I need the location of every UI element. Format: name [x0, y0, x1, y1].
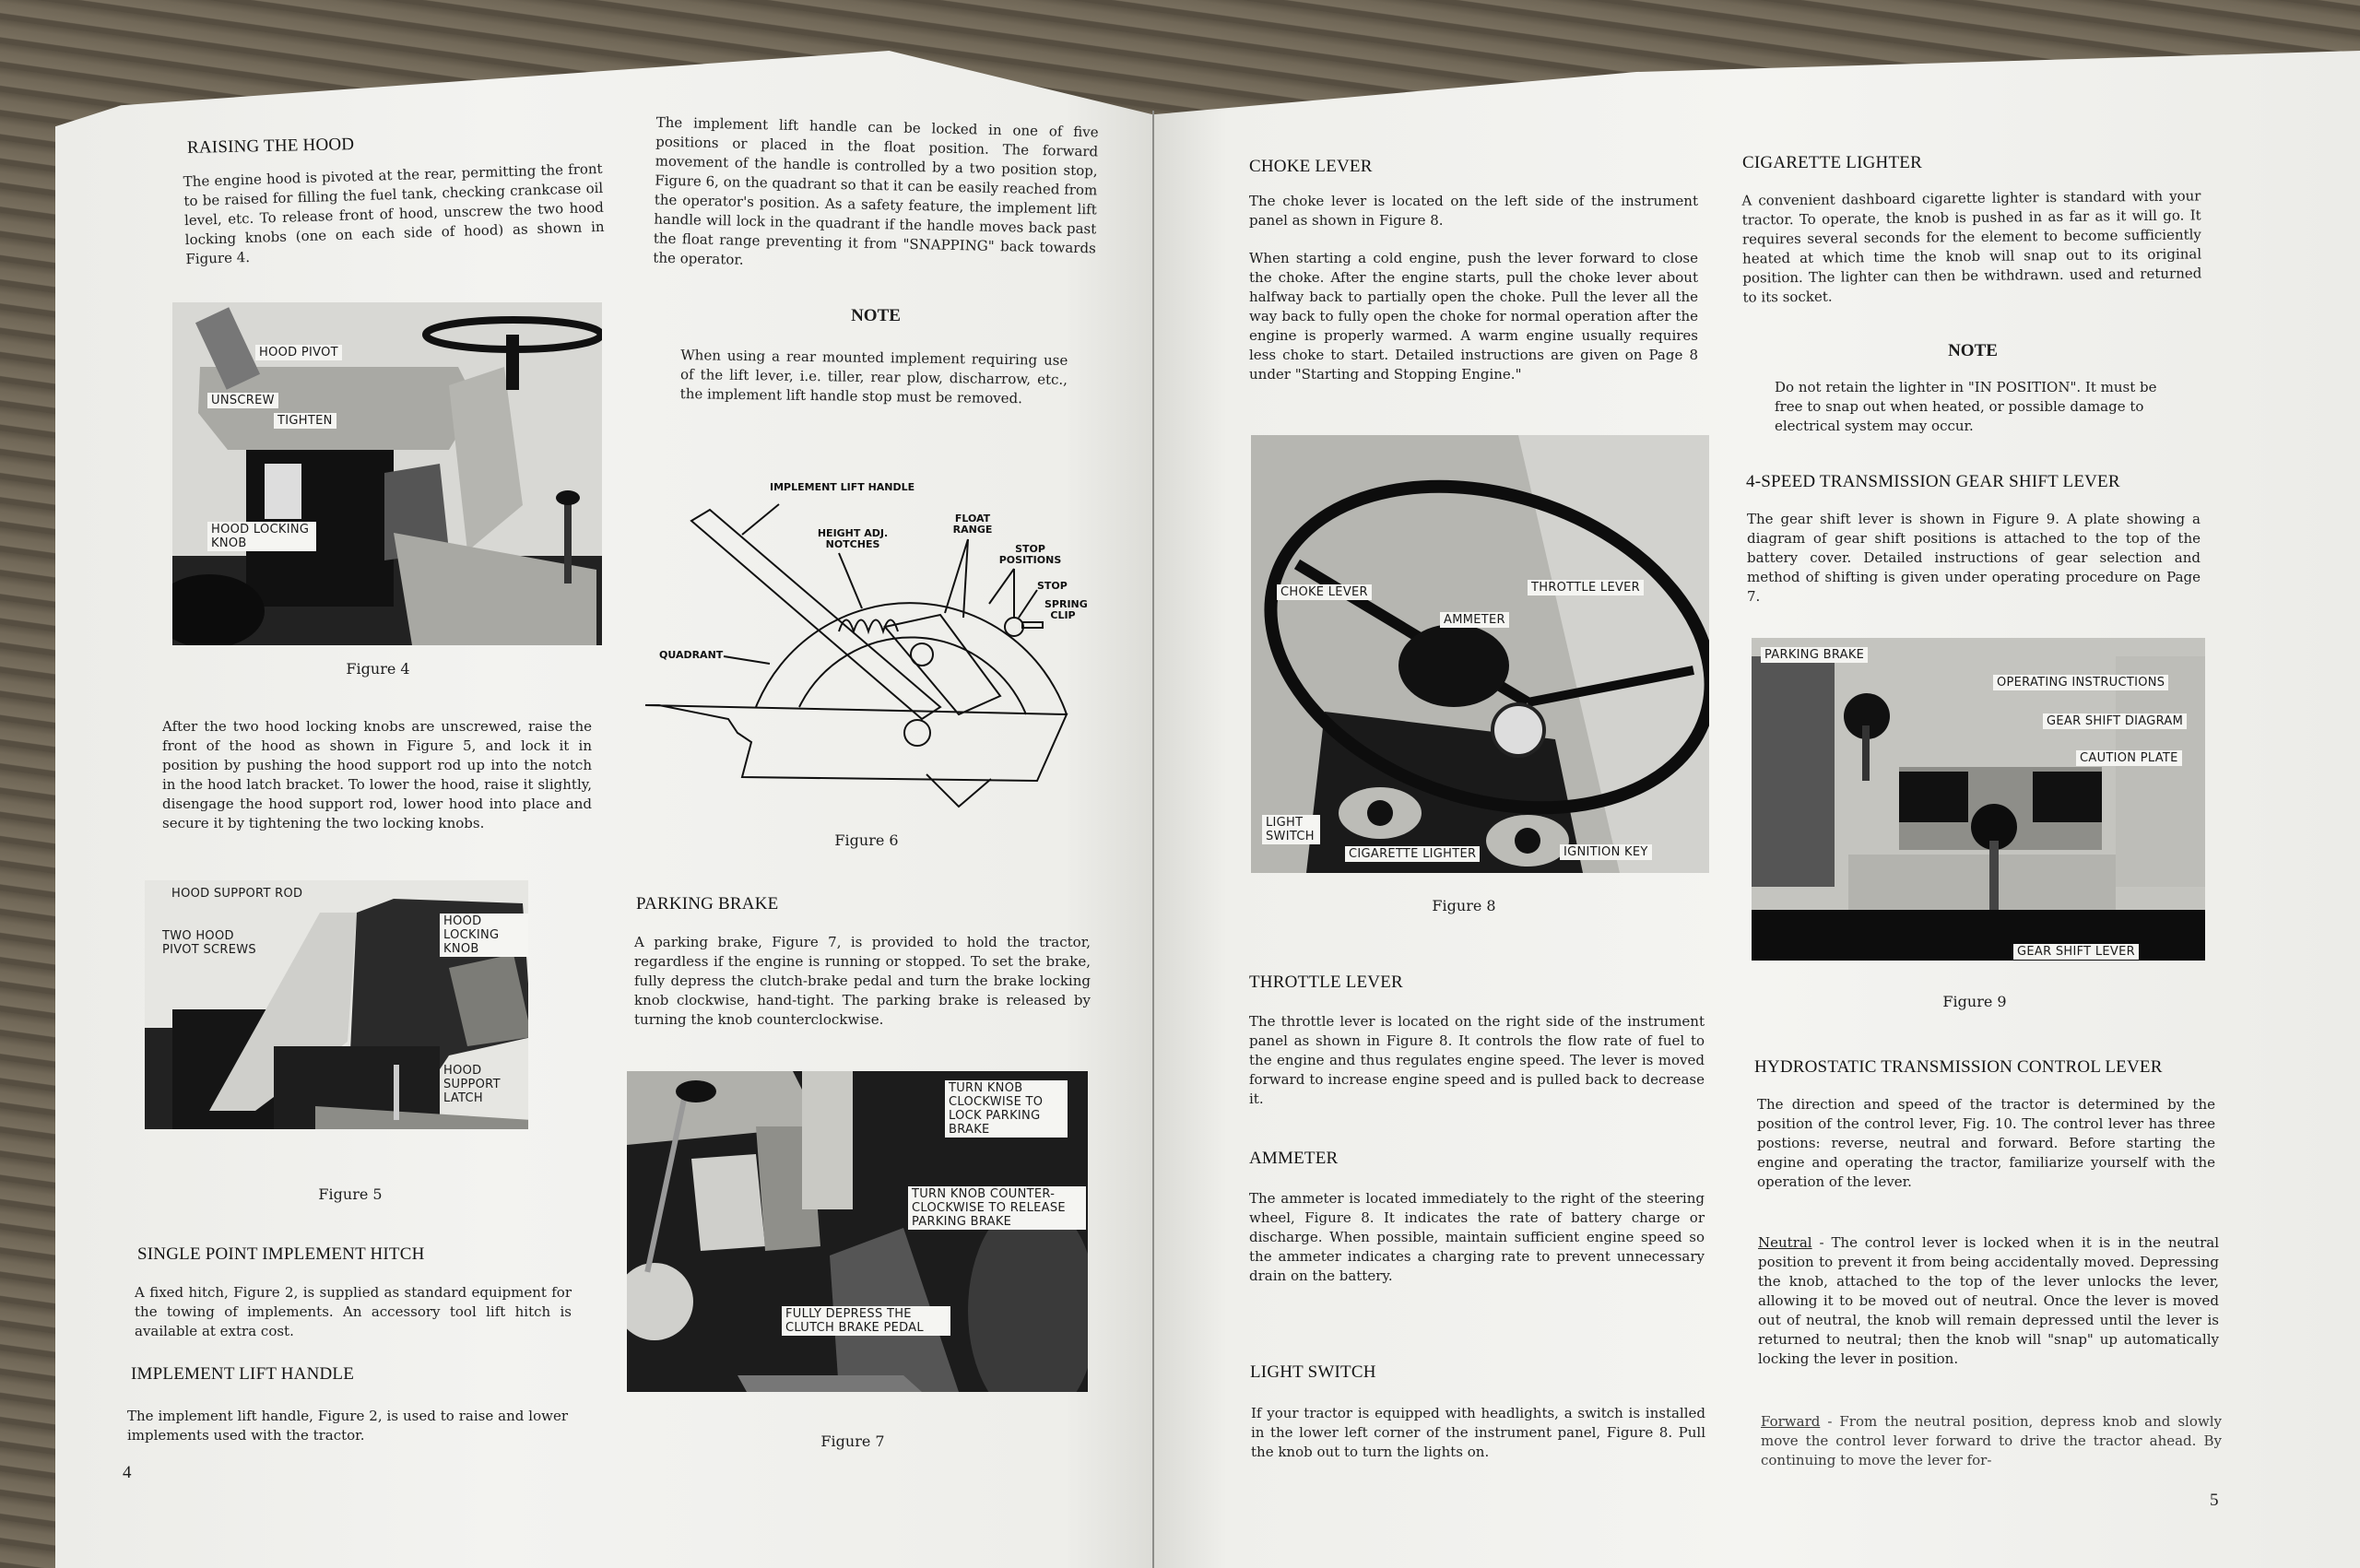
note-1-heading: NOTE	[851, 306, 901, 325]
figure-5-photo	[145, 880, 528, 1129]
gear-shift-text: The gear shift lever is shown in Figure 9. A plate showing a diagram of gear shift positions is attached to the top of the battery cover. Detailed instructions of gear selection and method of shifting is given under operating procedure on Page 7.	[1747, 511, 2201, 605]
ammeter-text: The ammeter is located immediately to the right of the steering wheel, Figure 8. It indicates the rate of battery charge or discharge. When possible, maintain sufficient engine speed so the ammeter indicates a charging rate to prevent unnecessary drain on the battery.	[1249, 1190, 1705, 1284]
neutral-text: - The control lever is locked when it is in the neutral position to prevent it from being accidentally moved. Depressing the knob, attached to the top of the lever unlocks the lever, allowing it to be moved out of neutral. Once the lever is moved out of neutral, the knob will remain depressed until the lever is returned to neutral; then the knob will "snap" up automatically locking the lever in position.	[1758, 1234, 2219, 1367]
after-unscrewed-text: After the two hood locking knobs are unscrewed, raise the front of the hood as shown in Figure 5, and lock it in position by pushing the hood support rod up into the notch in the hood latch bracket. To lower the hood, raise it slightly, disengage the hood support rod, lower hood into place and secure it by tightening the two locking knobs.	[162, 718, 592, 831]
figure-4-photo	[172, 302, 602, 645]
fig9-label-gear-shift-lever: GEAR SHIFT LEVER	[2013, 944, 2139, 960]
fig9-label-caution-plate: CAUTION PLATE	[2076, 750, 2182, 766]
neutral-term: Neutral	[1758, 1234, 1812, 1251]
fig8-label-choke-lever: CHOKE LEVER	[1277, 584, 1372, 600]
fig5-label-hood-locking-knob: HOOD LOCKING KNOB	[440, 914, 528, 957]
fig5-label-two-hood-pivot-screws: TWO HOOD PIVOT SCREWS	[162, 929, 256, 957]
fig8-label-ignition-key: IGNITION KEY	[1560, 844, 1652, 860]
raising-hood-heading: RAISING THE HOOD	[186, 135, 355, 158]
fig5-label-hood-support-latch: HOOD SUPPORT LATCH	[443, 1064, 501, 1105]
forward-term: Forward	[1761, 1413, 1821, 1430]
hitch-text: A fixed hitch, Figure 2, is supplied as standard equipment for the towing of implements. An accessory tool lift hitch is available at extra cost.	[135, 1284, 572, 1339]
fig6-label-spring-clip: SPRING CLIP	[1044, 598, 1088, 621]
fig9-label-gear-shift-diagram: GEAR SHIFT DIAGRAM	[2043, 713, 2187, 729]
fig6-label-quadrant: QUADRANT	[659, 649, 724, 661]
figure-9-caption: Figure 9	[1942, 993, 2007, 1010]
fig6-label-height-adj-notches: HEIGHT ADJ. NOTCHES	[817, 527, 889, 550]
hydrostatic-heading: HYDROSTATIC TRANSMISSION CONTROL LEVER	[1754, 1057, 2163, 1077]
page-number-right: 5	[2210, 1491, 2219, 1510]
fig6-label-stop-positions: STOP POSITIONS	[998, 543, 1062, 566]
page-number-left: 4	[123, 1463, 132, 1482]
note-1-text: When using a rear mounted implement requiring use of the lift lever, i.e. tiller, rear plow, discharrow, etc., the implement lift handle stop must be removed.	[679, 347, 1068, 407]
figure-7-photo	[627, 1071, 1088, 1392]
raising-hood-text: The engine hood is pivoted at the rear, permitting the front to be raised for filling the fuel tank, checking crankcase oil level, etc. To release front of hood, unscrew the two hood locking knobs (one on each side of hood) as shown in Figure 4.	[183, 159, 605, 268]
figure-4-caption: Figure 4	[346, 660, 410, 678]
figure-7-caption: Figure 7	[820, 1432, 885, 1450]
figure-6-drawing	[641, 466, 1088, 816]
fig8-label-cigarette-lighter: CIGARETTE LIGHTER	[1345, 846, 1480, 862]
lift-handle-heading: IMPLEMENT LIFT HANDLE	[131, 1364, 355, 1384]
fig6-label-stop: STOP	[1037, 580, 1068, 592]
hitch-heading: SINGLE POINT IMPLEMENT HITCH	[137, 1244, 425, 1264]
figure-8-illustration	[1251, 435, 1709, 873]
fig4-label-tighten: TIGHTEN	[274, 413, 336, 429]
fig6-label-implement-lift-handle: IMPLEMENT LIFT HANDLE	[770, 481, 915, 493]
throttle-text: The throttle lever is located on the right side of the instrument panel as shown in Figure 8. It controls the flow rate of fuel to the engine and thus regulates engine speed. The lever is moved forward to increase engine speed and is pulled back to decrease it.	[1249, 1013, 1705, 1107]
fig5-label-hood-support-rod: HOOD SUPPORT ROD	[171, 887, 303, 901]
fig8-label-throttle-lever: THROTTLE LEVER	[1528, 580, 1644, 595]
fig4-label-hood-locking-knob: HOOD LOCKING KNOB	[207, 522, 316, 551]
cigarette-lighter-text: A convenient dashboard cigarette lighter is standard with your tractor. To operate, the knob is pushed in as far as it will go. It requires several seconds for the element to become sufficiently heated at which time the knob will snap out to its original position. The lighter can then be withdrawn. used and returned to its socket.	[1741, 187, 2202, 306]
fig7-label-turn-counter-clockwise: TURN KNOB COUNTER- CLOCKWISE TO RELEASE PARKING BRAKE	[908, 1186, 1086, 1230]
fig8-label-ammeter: AMMETER	[1440, 612, 1509, 628]
ammeter-heading: AMMETER	[1249, 1149, 1339, 1168]
neutral-paragraph	[1758, 1233, 2219, 1369]
figure-9-photo	[1752, 638, 2205, 961]
fig6-label-float-range: FLOAT RANGE	[952, 513, 993, 536]
figure-5-caption: Figure 5	[318, 1185, 383, 1203]
figure-8-caption: Figure 8	[1432, 897, 1496, 914]
note-2-heading: NOTE	[1948, 341, 1998, 360]
book-gutter	[1152, 111, 1154, 1568]
lift-handle-continued-text: The implement lift handle can be locked in one of five positions or placed in the float position. The forward movement of the handle is controlled by a two position stop, Figure 6, on the quadrant so that it can be easily reached from the operator's position. As a safety feature, the implement lift handle will lock in the quadrant if the handle moves back past the float range preventing it from "SNAPPING" back towards the operator.	[653, 113, 1099, 268]
figure-8-photo	[1251, 435, 1709, 873]
figure-6-caption: Figure 6	[834, 831, 899, 849]
fig9-label-operating-instructions: OPERATING INSTRUCTIONS	[1993, 675, 2168, 690]
forward-paragraph	[1761, 1412, 2222, 1470]
hydrostatic-text: The direction and speed of the tractor is determined by the position of the control lever, Fig. 10. The control lever has three postions: reverse, neutral and forward. Before starting the engine and operating the tractor, familiarize yourself with the operation of the lever.	[1757, 1096, 2215, 1190]
lift-handle-text: The implement lift handle, Figure 2, is used to raise and lower implements used with the tractor.	[127, 1408, 568, 1444]
fig9-label-parking-brake: PARKING BRAKE	[1761, 647, 1868, 663]
forward-text: - From the neutral position, depress knob and slowly move the control lever forward to drive the tractor ahead. By continuing to move the lever for-	[1761, 1413, 2222, 1468]
note-2-text: Do not retain the lighter in "IN POSITION". It must be free to snap out when heated, or possible damage to electrical system may occur.	[1775, 379, 2157, 434]
figure-4-illustration	[172, 302, 602, 645]
choke-heading: CHOKE LEVER	[1249, 157, 1373, 176]
fig4-label-unscrew: UNSCREW	[207, 393, 278, 408]
fig4-label-hood-pivot: HOOD PIVOT	[255, 345, 342, 360]
cigarette-lighter-heading: CIGARETTE LIGHTER	[1742, 153, 1922, 172]
choke-text-1: The choke lever is located on the left side of the instrument panel as shown in Figure 8.	[1249, 193, 1698, 229]
fig7-label-depress-pedal: FULLY DEPRESS THE CLUTCH BRAKE PEDAL	[782, 1306, 950, 1336]
fig8-label-light-switch: LIGHT SWITCH	[1262, 815, 1320, 844]
gear-shift-heading: 4-SPEED TRANSMISSION GEAR SHIFT LEVER	[1746, 472, 2120, 491]
choke-text-2: When starting a cold engine, push the lever forward to close the choke. After the engine starts, pull the choke lever about halfway back to partially open the choke. Pull the lever all the way back to fully open the choke for normal operation after the engine is properly warmed. A warm engine usually requires less choke to start. Detailed instructions are given on Page 8 under "Starting and Stopping Engine."	[1249, 250, 1698, 383]
figure-6-diagram	[641, 466, 1088, 816]
light-switch-heading: LIGHT SWITCH	[1250, 1362, 1376, 1382]
throttle-heading: THROTTLE LEVER	[1249, 973, 1403, 992]
light-switch-text: If your tractor is equipped with headlights, a switch is installed in the lower left corner of the instrument panel, Figure 8. Pull the knob out to turn the lights on.	[1251, 1405, 1705, 1460]
parking-brake-heading: PARKING BRAKE	[636, 894, 779, 914]
fig7-label-turn-clockwise: TURN KNOB CLOCKWISE TO LOCK PARKING BRAKE	[945, 1080, 1068, 1138]
parking-brake-text: A parking brake, Figure 7, is provided to hold the tractor, regardless if the engine is running or stopped. To set the brake, fully depress the clutch-brake pedal and turn the brake locking knob clockwise, hand-tight. The parking brake is released by turning the knob counterclockwise.	[634, 934, 1091, 1028]
